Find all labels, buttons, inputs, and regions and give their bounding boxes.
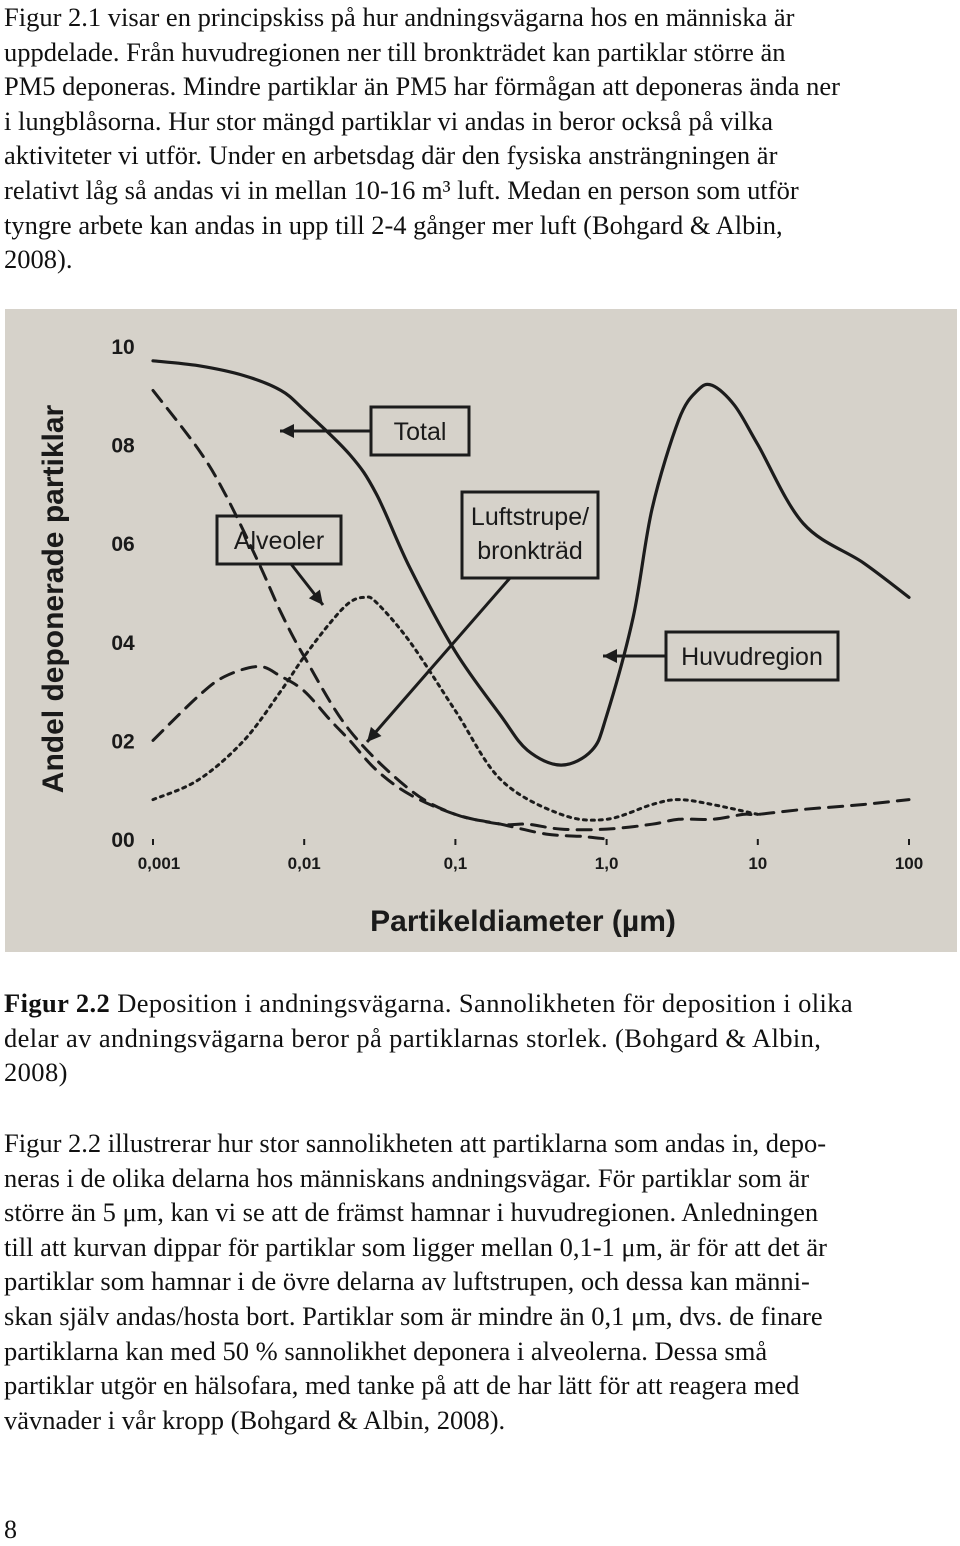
chart-annotations [217,407,838,742]
intro-line: PM5 deponeras. Mindre partiklar än PM5 har förmågan att deponeras ända ner [4,71,840,102]
deposition-figure [5,309,957,952]
chart-axes [37,336,923,938]
total-label-arrowhead [280,424,294,438]
y-tick-label: 10 [111,336,135,359]
huvudregion-label-text: Huvudregion [681,643,823,671]
x-tick-label: 10 [748,854,768,873]
x-tick-label: 0,1 [443,854,468,873]
x-axis-title: Partikeldiameter (µm) [370,905,676,938]
body-line: partiklar utgör en hälsofara, med tanke på att de har lätt för att reagera med [4,1370,800,1401]
figure-caption [4,986,954,1090]
x-tick-label: 100 [894,854,924,873]
caption-text: Deposition i andningsvägarna. Sannolikheten för deposition i olika [110,988,854,1018]
intro-paragraph [4,0,954,277]
intro-line: 2008). [4,244,73,275]
series-luftstrupe-bronkträd-line [153,667,909,830]
body-line: partiklar som hamnar i de övre delarna av luftstrupen, och dessa kan männi- [4,1266,810,1297]
intro-line: tyngre arbete kan andas in upp till 2-4 gånger mer luft (Bohgard & Albin, [4,209,783,240]
y-tick-label: 06 [111,533,135,557]
x-tick-label: 1,0 [594,854,619,873]
huvudregion-label-arrowhead [603,649,617,663]
y-tick-label: 00 [111,829,135,852]
luftstrupe-label-arrow [367,578,510,742]
intro-line: relativt låg så andas vi in mellan 10-16 m³ luft. Medan en person som utför [4,174,799,205]
page-number: 8 [4,1515,17,1544]
alveoler-label-text: Alveoler [233,527,325,555]
total-label-text: Total [393,418,447,446]
y-tick-label: 02 [111,730,135,754]
intro-line: aktiviteter vi utför. Under en arbetsdag där den fysiska ansträngningen är [4,140,778,171]
body-line: partiklarna kan med 50 % sannolikhet deponera i alveolerna. Dessa små [4,1335,768,1366]
body-line: till att kurvan dippar för partiklar som ligger mellan 0,1-1 μm, är för att det är [4,1231,827,1262]
body-paragraph [4,1126,954,1437]
body-line: neras i de olika delarna hos människans andningsvägar. För partiklar som är [4,1162,810,1193]
caption-label: Figur 2.2 [4,988,111,1018]
caption-line: delar av andningsvägarna beror på partiklarnas storlek. (Bohgard & Albin, [4,1022,822,1053]
y-tick-label: 08 [111,434,135,458]
x-tick-label: 0,001 [137,854,181,873]
luftstrupe-label-text: Luftstrupe/ [470,503,590,531]
body-line: skan själv andas/hosta bort. Partiklar som är mindre än 0,1 μm, dvs. de finare [4,1300,823,1331]
intro-line: Figur 2.1 visar en principskiss på hur andningsvägarna hos en människa är [4,2,795,32]
series-huvudregion-line [153,390,607,839]
body-line: vävnader i vår kropp (Bohgard & Albin, 2008). [4,1404,506,1435]
body-line: Figur 2.2 illustrerar hur stor sannolikheten att partiklarna som andas in, depo- [4,1128,827,1158]
y-axis-title: Andel deponerade partiklar [37,404,70,794]
intro-line: uppdelade. Från huvudregionen ner till bronkträdet kan partiklar större än [4,36,786,67]
x-tick-label: 0,01 [287,854,321,873]
intro-line: i lungblåsorna. Hur stor mängd partiklar vi andas in beror också på vilka [4,105,774,136]
chart-curves [153,361,909,839]
caption-line: 2008) [4,1057,68,1088]
y-tick-label: 04 [111,631,135,655]
body-line: större än 5 μm, kan vi se att de främst hamnar i huvudregionen. Anledningen [4,1197,819,1228]
deposition-chart [5,309,957,952]
luftstrupe-label-text: bronkträd [477,537,583,565]
